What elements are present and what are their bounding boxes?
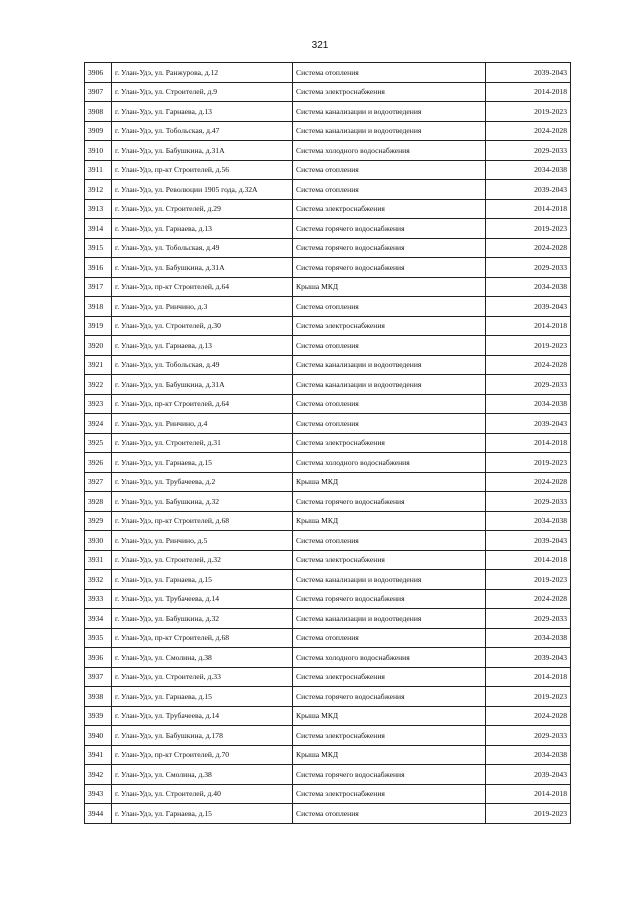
address-cell: г. Улан-Удэ, ул. Гарнаева, д.15	[112, 687, 293, 707]
address-cell: г. Улан-Удэ, ул. Строителей, д.32	[112, 550, 293, 570]
table-row	[85, 609, 571, 629]
row-number-cell: 3916	[85, 258, 112, 278]
table-row	[85, 375, 571, 395]
table-row	[85, 726, 571, 746]
address-cell: г. Улан-Удэ, ул. Строителей, д.30	[112, 316, 293, 336]
table-row	[85, 667, 571, 687]
address-cell: г. Улан-Удэ, пр-кт Строителей, д.64	[112, 394, 293, 414]
table-row	[85, 453, 571, 473]
system-cell: Система горячего водоснабжения	[293, 765, 486, 785]
system-cell: Система отопления	[293, 628, 486, 648]
row-number-cell: 3906	[85, 63, 112, 83]
address-cell: г. Улан-Удэ, пр-кт Строителей, д.56	[112, 160, 293, 180]
address-cell: г. Улан-Удэ, ул. Гарнаева, д.13	[112, 102, 293, 122]
row-number-cell: 3934	[85, 609, 112, 629]
system-cell: Система отопления	[293, 394, 486, 414]
row-number-cell: 3909	[85, 121, 112, 141]
period-cell: 2024-2028	[486, 472, 571, 492]
row-number-cell: 3908	[85, 102, 112, 122]
row-number-cell: 3907	[85, 82, 112, 102]
system-cell: Система холодного водоснабжения	[293, 453, 486, 473]
row-number-cell: 3924	[85, 414, 112, 434]
system-cell: Система электроснабжения	[293, 550, 486, 570]
period-cell: 2034-2038	[486, 160, 571, 180]
address-cell: г. Улан-Удэ, ул. Строителей, д.33	[112, 667, 293, 687]
table-row	[85, 472, 571, 492]
system-cell: Система горячего водоснабжения	[293, 492, 486, 512]
row-number-cell: 3942	[85, 765, 112, 785]
system-cell: Система канализации и водоотведения	[293, 121, 486, 141]
table-row	[85, 589, 571, 609]
system-cell: Система электроснабжения	[293, 726, 486, 746]
system-cell: Крыша МКД	[293, 745, 486, 765]
address-cell: г. Улан-Удэ, ул. Ранжурова, д.12	[112, 63, 293, 83]
system-cell: Система канализации и водоотведения	[293, 102, 486, 122]
system-cell: Крыша МКД	[293, 511, 486, 531]
period-cell: 2034-2038	[486, 277, 571, 297]
row-number-cell: 3914	[85, 219, 112, 239]
table-row	[85, 492, 571, 512]
table-row	[85, 199, 571, 219]
address-cell: г. Улан-Удэ, ул. Бабушкина, д.178	[112, 726, 293, 746]
address-cell: г. Улан-Удэ, ул. Гарнаева, д.13	[112, 219, 293, 239]
table-row	[85, 141, 571, 161]
period-cell: 2034-2038	[486, 628, 571, 648]
address-cell: г. Улан-Удэ, ул. Бабушкина, д.31А	[112, 141, 293, 161]
period-cell: 2039-2043	[486, 765, 571, 785]
system-cell: Система холодного водоснабжения	[293, 141, 486, 161]
address-cell: г. Улан-Удэ, ул. Бабушкина, д.32	[112, 492, 293, 512]
system-cell: Система электроснабжения	[293, 199, 486, 219]
row-number-cell: 3936	[85, 648, 112, 668]
table-row	[85, 550, 571, 570]
row-number-cell: 3939	[85, 706, 112, 726]
table-row	[85, 628, 571, 648]
system-cell: Система отопления	[293, 336, 486, 356]
row-number-cell: 3940	[85, 726, 112, 746]
table-row	[85, 570, 571, 590]
system-cell: Система канализации и водоотведения	[293, 609, 486, 629]
system-cell: Система отопления	[293, 531, 486, 551]
row-number-cell: 3926	[85, 453, 112, 473]
period-cell: 2014-2018	[486, 433, 571, 453]
address-cell: г. Улан-Удэ, ул. Тобольская, д.49	[112, 355, 293, 375]
row-number-cell: 3921	[85, 355, 112, 375]
address-cell: г. Улан-Удэ, ул. Бабушкина, д.32	[112, 609, 293, 629]
system-cell: Система горячего водоснабжения	[293, 589, 486, 609]
address-cell: г. Улан-Удэ, ул. Бабушкина, д.31А	[112, 258, 293, 278]
period-cell: 2024-2028	[486, 706, 571, 726]
page-number: 321	[311, 40, 329, 51]
row-number-cell: 3933	[85, 589, 112, 609]
address-cell: г. Улан-Удэ, пр-кт Строителей, д.64	[112, 277, 293, 297]
address-cell: г. Улан-Удэ, ул. Ринчино, д.5	[112, 531, 293, 551]
table-row	[85, 706, 571, 726]
system-cell: Система отопления	[293, 160, 486, 180]
row-number-cell: 3920	[85, 336, 112, 356]
period-cell: 2024-2028	[486, 121, 571, 141]
system-cell: Система горячего водоснабжения	[293, 219, 486, 239]
period-cell: 2024-2028	[486, 589, 571, 609]
table-row	[85, 745, 571, 765]
row-number-cell: 3922	[85, 375, 112, 395]
table-row	[85, 355, 571, 375]
table-row	[85, 765, 571, 785]
table-row	[85, 687, 571, 707]
table-row	[85, 414, 571, 434]
table-row	[85, 102, 571, 122]
table-row	[85, 531, 571, 551]
address-cell: г. Улан-Удэ, пр-кт Строителей, д.68	[112, 628, 293, 648]
address-cell: г. Улан-Удэ, ул. Смолина, д.38	[112, 648, 293, 668]
row-number-cell: 3910	[85, 141, 112, 161]
row-number-cell: 3937	[85, 667, 112, 687]
row-number-cell: 3930	[85, 531, 112, 551]
system-cell: Система отопления	[293, 297, 486, 317]
address-cell: г. Улан-Удэ, ул. Ринчино, д.3	[112, 297, 293, 317]
table-row	[85, 648, 571, 668]
address-cell: г. Улан-Удэ, ул. Строителей, д.40	[112, 784, 293, 804]
period-cell: 2039-2043	[486, 648, 571, 668]
row-number-cell: 3913	[85, 199, 112, 219]
period-cell: 2019-2023	[486, 804, 571, 824]
address-cell: г. Улан-Удэ, ул. Тобольская, д.49	[112, 238, 293, 258]
system-cell: Система электроснабжения	[293, 667, 486, 687]
period-cell: 2039-2043	[486, 63, 571, 83]
row-number-cell: 3918	[85, 297, 112, 317]
system-cell: Система отопления	[293, 804, 486, 824]
period-cell: 2019-2023	[486, 570, 571, 590]
address-cell: г. Улан-Удэ, ул. Революции 1905 года, д.32А	[112, 180, 293, 200]
period-cell: 2014-2018	[486, 784, 571, 804]
period-cell: 2014-2018	[486, 199, 571, 219]
address-cell: г. Улан-Удэ, пр-кт Строителей, д.70	[112, 745, 293, 765]
table-row	[85, 784, 571, 804]
system-cell: Система горячего водоснабжения	[293, 238, 486, 258]
period-cell: 2014-2018	[486, 667, 571, 687]
system-cell: Система горячего водоснабжения	[293, 258, 486, 278]
table-row	[85, 394, 571, 414]
table-row	[85, 63, 571, 83]
address-cell: г. Улан-Удэ, ул. Ринчино, д.4	[112, 414, 293, 434]
period-cell: 2039-2043	[486, 414, 571, 434]
address-cell: г. Улан-Удэ, ул. Гарнаева, д.15	[112, 804, 293, 824]
table-row	[85, 433, 571, 453]
address-cell: г. Улан-Удэ, ул. Бабушкина, д.31А	[112, 375, 293, 395]
table-row	[85, 82, 571, 102]
table-row	[85, 121, 571, 141]
period-cell: 2014-2018	[486, 82, 571, 102]
system-cell: Система горячего водоснабжения	[293, 687, 486, 707]
address-cell: г. Улан-Удэ, ул. Строителей, д.29	[112, 199, 293, 219]
registry-table-body	[85, 63, 571, 824]
period-cell: 2024-2028	[486, 355, 571, 375]
registry-table	[84, 62, 571, 824]
row-number-cell: 3917	[85, 277, 112, 297]
table-row	[85, 277, 571, 297]
system-cell: Крыша МКД	[293, 472, 486, 492]
address-cell: г. Улан-Удэ, ул. Гарнаева, д.13	[112, 336, 293, 356]
row-number-cell: 3927	[85, 472, 112, 492]
row-number-cell: 3935	[85, 628, 112, 648]
row-number-cell: 3912	[85, 180, 112, 200]
row-number-cell: 3928	[85, 492, 112, 512]
period-cell: 2034-2038	[486, 745, 571, 765]
system-cell: Система канализации и водоотведения	[293, 375, 486, 395]
address-cell: г. Улан-Удэ, ул. Гарнаева, д.15	[112, 570, 293, 590]
period-cell: 2039-2043	[486, 297, 571, 317]
period-cell: 2034-2038	[486, 511, 571, 531]
table-row	[85, 180, 571, 200]
row-number-cell: 3941	[85, 745, 112, 765]
period-cell: 2014-2018	[486, 316, 571, 336]
system-cell: Система канализации и водоотведения	[293, 355, 486, 375]
system-cell: Система электроснабжения	[293, 316, 486, 336]
table-row	[85, 336, 571, 356]
table-row	[85, 511, 571, 531]
address-cell: г. Улан-Удэ, ул. Гарнаева, д.15	[112, 453, 293, 473]
period-cell: 2039-2043	[486, 531, 571, 551]
system-cell: Крыша МКД	[293, 277, 486, 297]
system-cell: Система отопления	[293, 180, 486, 200]
table-row	[85, 219, 571, 239]
row-number-cell: 3925	[85, 433, 112, 453]
row-number-cell: 3923	[85, 394, 112, 414]
system-cell: Система электроснабжения	[293, 82, 486, 102]
address-cell: г. Улан-Удэ, ул. Смолина, д.38	[112, 765, 293, 785]
table-row	[85, 238, 571, 258]
system-cell: Система отопления	[293, 63, 486, 83]
address-cell: г. Улан-Удэ, ул. Строителей, д.31	[112, 433, 293, 453]
period-cell: 2019-2023	[486, 336, 571, 356]
table-row	[85, 316, 571, 336]
period-cell: 2039-2043	[486, 180, 571, 200]
system-cell: Крыша МКД	[293, 706, 486, 726]
row-number-cell: 3911	[85, 160, 112, 180]
system-cell: Система холодного водоснабжения	[293, 648, 486, 668]
row-number-cell: 3919	[85, 316, 112, 336]
table-row	[85, 160, 571, 180]
row-number-cell: 3931	[85, 550, 112, 570]
address-cell: г. Улан-Удэ, пр-кт Строителей, д.68	[112, 511, 293, 531]
row-number-cell: 3915	[85, 238, 112, 258]
period-cell: 2029-2033	[486, 375, 571, 395]
period-cell: 2024-2028	[486, 238, 571, 258]
period-cell: 2029-2033	[486, 141, 571, 161]
address-cell: г. Улан-Удэ, ул. Строителей, д.9	[112, 82, 293, 102]
system-cell: Система электроснабжения	[293, 784, 486, 804]
row-number-cell: 3929	[85, 511, 112, 531]
system-cell: Система канализации и водоотведения	[293, 570, 486, 590]
period-cell: 2019-2023	[486, 453, 571, 473]
period-cell: 2019-2023	[486, 687, 571, 707]
row-number-cell: 3943	[85, 784, 112, 804]
row-number-cell: 3932	[85, 570, 112, 590]
system-cell: Система электроснабжения	[293, 433, 486, 453]
period-cell: 2029-2033	[486, 609, 571, 629]
row-number-cell: 3938	[85, 687, 112, 707]
period-cell: 2034-2038	[486, 394, 571, 414]
table-row	[85, 804, 571, 824]
table-row	[85, 258, 571, 278]
period-cell: 2029-2033	[486, 492, 571, 512]
system-cell: Система отопления	[293, 414, 486, 434]
address-cell: г. Улан-Удэ, ул. Трубачеева, д.14	[112, 589, 293, 609]
address-cell: г. Улан-Удэ, ул. Тобольская, д.47	[112, 121, 293, 141]
period-cell: 2019-2023	[486, 102, 571, 122]
row-number-cell: 3944	[85, 804, 112, 824]
address-cell: г. Улан-Удэ, ул. Трубачеева, д.2	[112, 472, 293, 492]
table-row	[85, 297, 571, 317]
address-cell: г. Улан-Удэ, ул. Трубачеева, д.14	[112, 706, 293, 726]
period-cell: 2029-2033	[486, 258, 571, 278]
period-cell: 2019-2023	[486, 219, 571, 239]
period-cell: 2014-2018	[486, 550, 571, 570]
period-cell: 2029-2033	[486, 726, 571, 746]
